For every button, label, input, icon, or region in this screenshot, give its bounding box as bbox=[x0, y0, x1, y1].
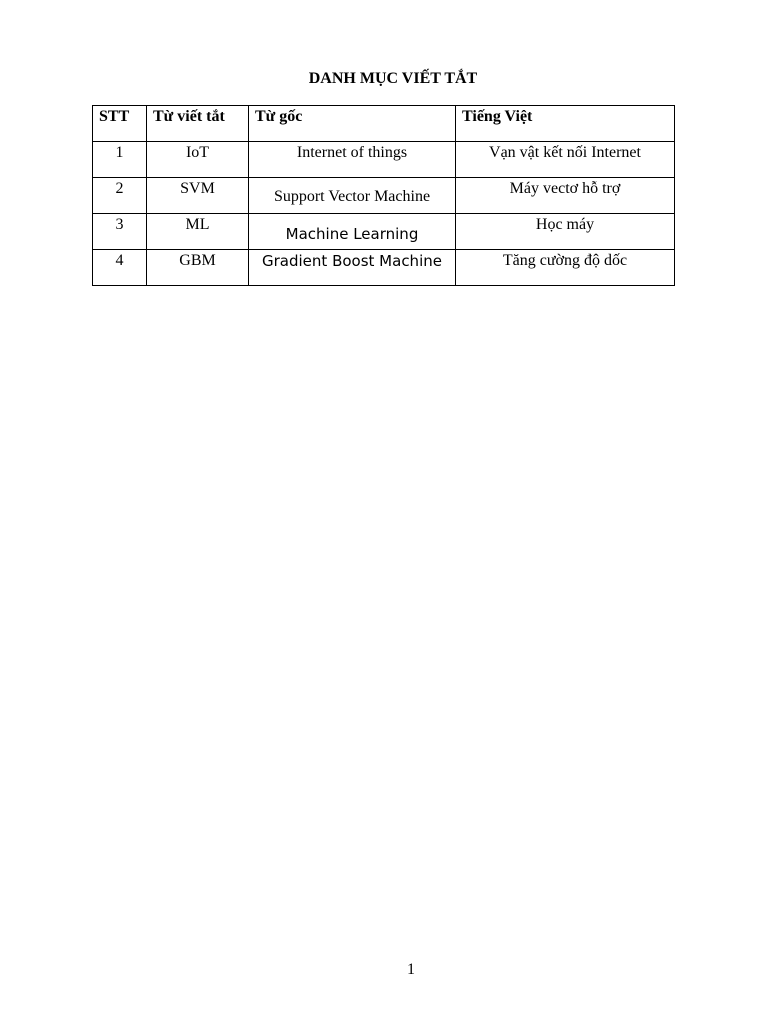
cell-original-term: Machine Learning bbox=[249, 214, 456, 250]
table-header-row bbox=[93, 106, 675, 142]
abbreviation-table bbox=[92, 105, 675, 286]
cell-stt: 2 bbox=[93, 178, 147, 214]
cell-vietnamese: Máy vectơ hỗ trợ bbox=[456, 178, 675, 214]
cell-stt: 4 bbox=[93, 250, 147, 286]
header-original-term: Từ gốc bbox=[249, 106, 456, 142]
header-vietnamese: Tiếng Việt bbox=[456, 106, 675, 142]
cell-abbreviation: GBM bbox=[147, 250, 249, 286]
cell-stt: 3 bbox=[93, 214, 147, 250]
page-number: 1 bbox=[407, 961, 415, 978]
table-row bbox=[93, 178, 675, 214]
header-stt: STT bbox=[93, 106, 147, 142]
cell-abbreviation: SVM bbox=[147, 178, 249, 214]
cell-original-term: Internet of things bbox=[249, 142, 456, 178]
cell-abbreviation: IoT bbox=[147, 142, 249, 178]
table-row bbox=[93, 250, 675, 286]
cell-vietnamese: Tăng cường độ dốc bbox=[456, 250, 675, 286]
cell-abbreviation: ML bbox=[147, 214, 249, 250]
cell-vietnamese: Vạn vật kết nối Internet bbox=[456, 142, 675, 178]
cell-original-term: Gradient Boost Machine bbox=[249, 250, 456, 286]
page-title: DANH MỤC VIẾT TẮT bbox=[308, 70, 478, 87]
cell-original-term: Support Vector Machine bbox=[249, 178, 456, 214]
cell-vietnamese: Học máy bbox=[456, 214, 675, 250]
table-row bbox=[93, 142, 675, 178]
table-row bbox=[93, 214, 675, 250]
cell-stt: 1 bbox=[93, 142, 147, 178]
header-abbreviation: Từ viết tắt bbox=[147, 106, 249, 142]
